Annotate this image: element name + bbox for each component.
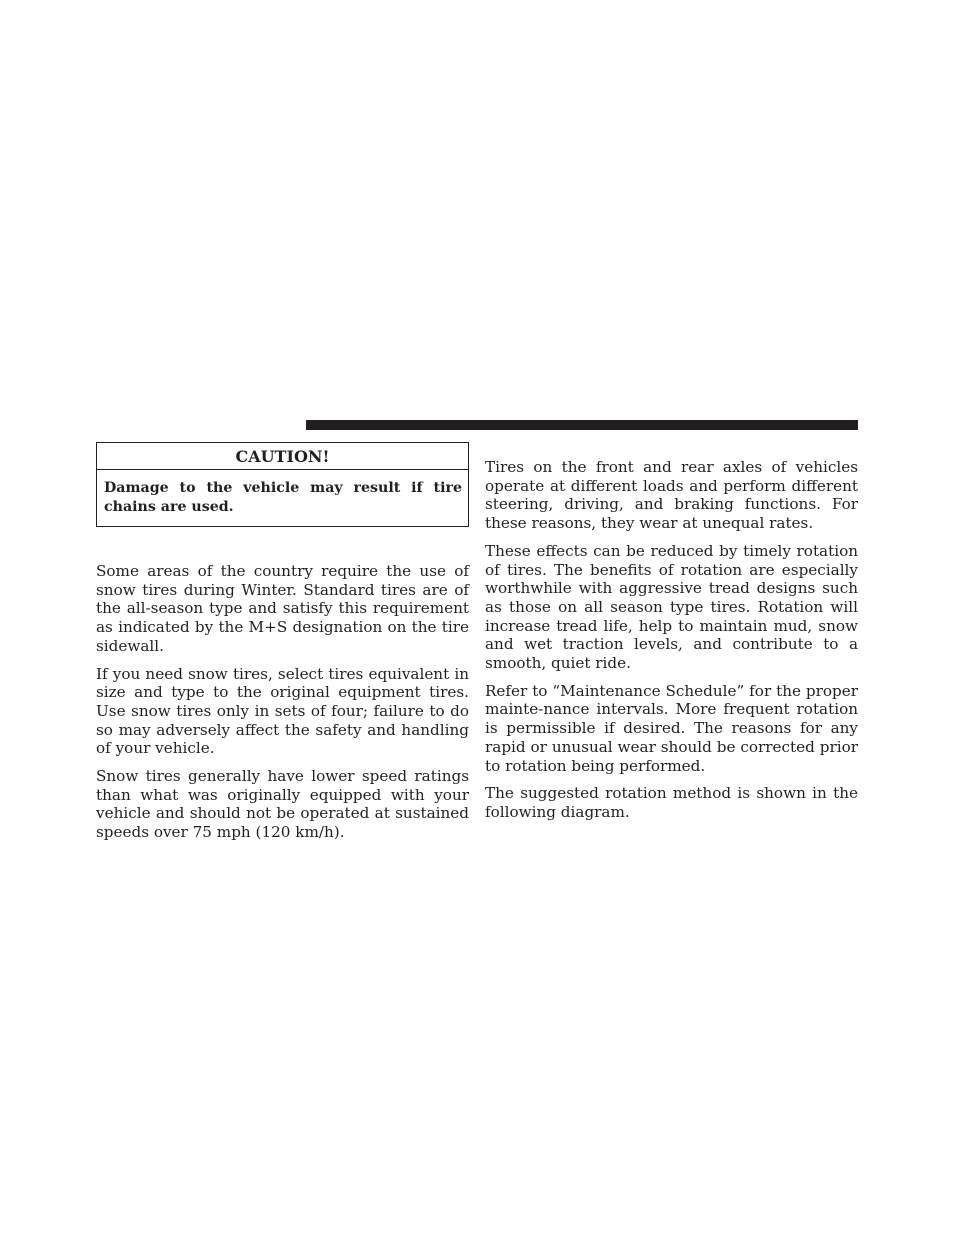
caution-title: CAUTION! [97,443,468,470]
section-header-rule [306,420,858,430]
caution-box [96,442,469,527]
paragraph-rotation-benefits: These effects can be reduced by timely rotation of tires. The benefits of rotation are especially worthwhile with aggressive tread designs such as those on all season type tires. Rotation will increase tread life, help to maintain mud, snow and wet traction levels, and contribute to a smooth, quiet ride. [485,541,858,673]
paragraph-maintenance-schedule: Refer to “Maintenance Schedule” for the proper mainte-nance intervals. More frequent rotation is permissible if desired. The reasons for any rapid or unusual wear should be corrected prior to rotation being performed. [485,681,858,775]
paragraph-rotation-method: The suggested rotation method is shown in the following diagram. [485,784,858,821]
paragraph-snow-tires-speed: Snow tires generally have lower speed ratings than what was originally equipped with your vehicle and should not be operated at sustained speeds over 75 mph (120 km/h). [96,767,469,842]
left-column [96,442,469,851]
paragraph-snow-tires-requirement: Some areas of the country require the use of snow tires during Winter. Standard tires are of the all-season type and satisfy this requirement as indicated by the M+S designation on the tire sidewall. [96,562,469,655]
paragraph-snow-tires-selection: If you need snow tires, select tires equivalent in size and type to the original equipment tires. Use snow tires only in sets of four; failure to do so may adversely affect the safety and handling of your vehicle. [96,664,469,758]
paragraph-axle-wear: Tires on the front and rear axles of vehicles operate at different loads and perform different steering, driving, and braking functions. For these reasons, they wear at unequal rates. [485,458,858,533]
caution-text: Damage to the vehicle may result if tire chains are used. [104,480,462,515]
right-column [485,458,858,831]
